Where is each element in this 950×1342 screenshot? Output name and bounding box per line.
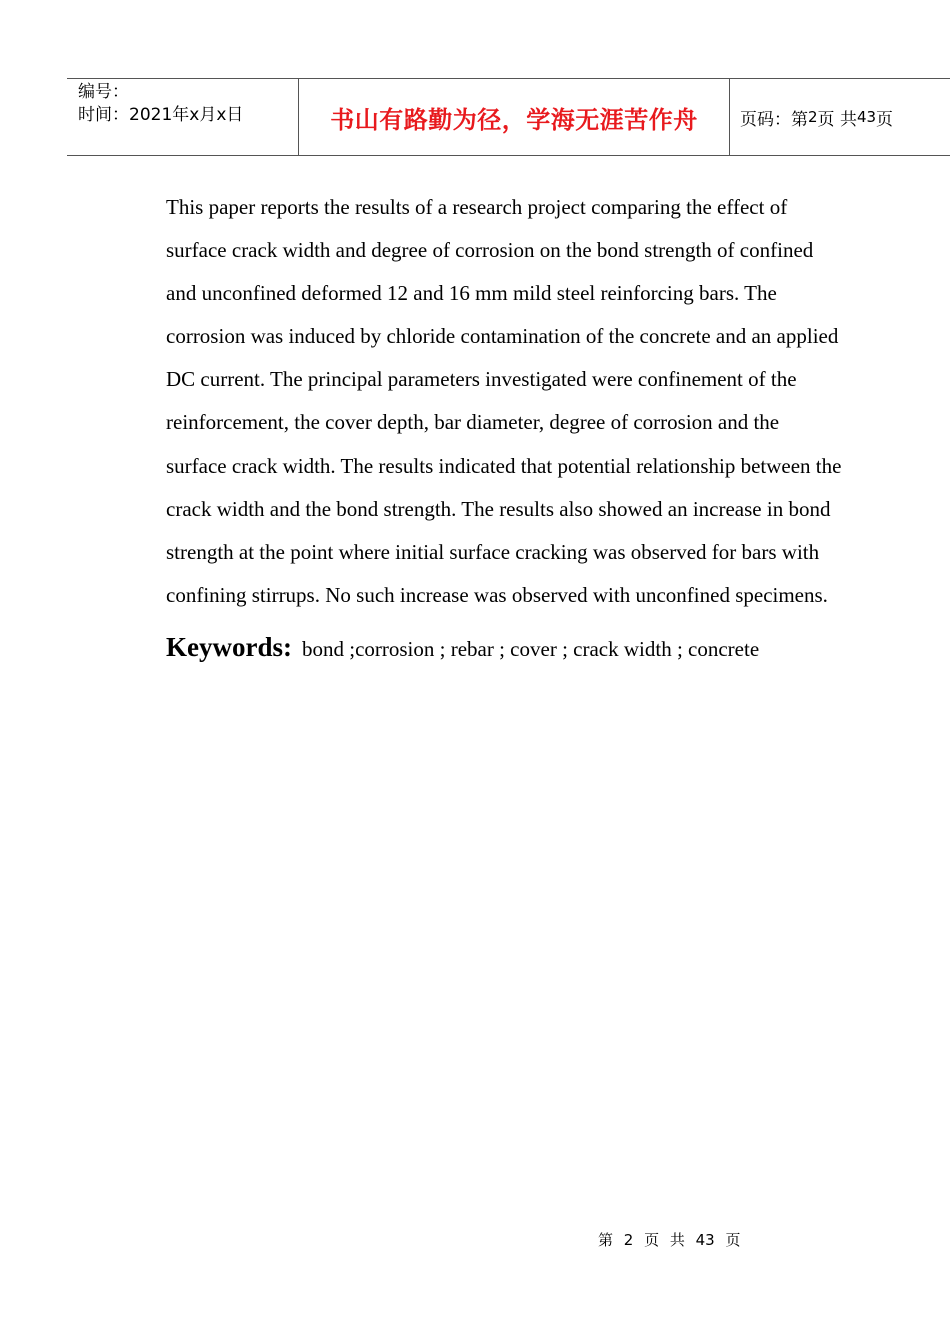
page-number: 2	[808, 108, 818, 126]
header-table	[67, 78, 950, 156]
motto-text: 书山有路勤为径，学海无涯苦作舟	[330, 105, 698, 134]
abstract-line: reinforcement, the cover depth, bar diameter, degree of corrosion and the	[166, 410, 780, 435]
abstract-line: strength at the point where initial surface cracking was observed for bars with	[166, 539, 820, 564]
motto-cell	[299, 79, 730, 155]
abstract-line: corrosion was induced by chloride contamination of the concrete and an applied	[166, 324, 839, 349]
abstract-line: confining stirrups. No such increase was observed with unconfined specimens.	[166, 582, 828, 607]
abstract-paragraph	[166, 186, 886, 617]
keywords-label: Keywords:	[166, 632, 292, 662]
keywords-row	[166, 632, 759, 663]
page-suffix: 页	[876, 109, 894, 130]
abstract-line: surface crack width. The results indicated that potential relationship between the	[166, 453, 842, 478]
serial-label: 编号：	[78, 82, 129, 102]
page-mid: 页 共	[817, 109, 857, 130]
abstract-line: This paper reports the results of a research project comparing the effect of	[166, 195, 788, 219]
page-footer: 第 2 页 共 43 页	[598, 1231, 741, 1249]
abstract-line: crack width and the bond strength. The results also showed an increase in bond	[166, 496, 831, 521]
abstract-line: DC current. The principal parameters investigated were confinement of the	[166, 367, 797, 392]
keywords-text: bond ;corrosion ; rebar ; cover ; crack width ; concrete	[301, 637, 760, 661]
abstract-line: surface crack width and degree of corrosion on the bond strength of confined	[166, 238, 814, 263]
page-prefix: 页码：第	[740, 109, 808, 130]
header-info-cell	[67, 79, 299, 155]
page-total: 43	[856, 108, 877, 126]
time-label: 时间：2021年x月x日	[78, 105, 244, 125]
page-number-cell	[730, 79, 950, 155]
abstract-line: and unconfined deformed 12 and 16 mm mild steel reinforcing bars. The	[166, 281, 777, 306]
